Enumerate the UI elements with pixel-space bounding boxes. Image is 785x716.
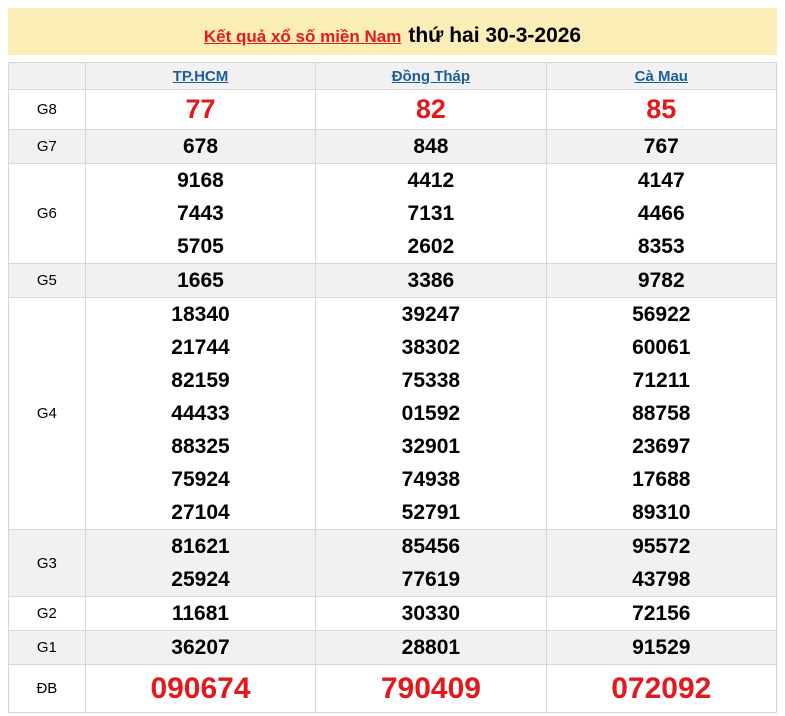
result-cell-g7-col2 <box>546 130 776 164</box>
result-cell-db-col0 <box>85 665 315 713</box>
result-number: 74938 <box>401 468 461 491</box>
result-number: 1665 <box>177 269 224 292</box>
result-number: 9782 <box>637 269 685 292</box>
prize-row-g8 <box>9 90 777 130</box>
result-number: 95572 <box>632 535 691 558</box>
result-number: 28801 <box>401 636 461 659</box>
result-cell-g6-col0 <box>85 164 315 264</box>
result-cell-g4-col1 <box>316 298 546 530</box>
prize-label-g3: G3 <box>9 530 86 597</box>
result-number: 7131 <box>407 202 455 225</box>
result-number: 790409 <box>380 672 481 705</box>
province-link-dong-thap[interactable]: Đồng Tháp <box>391 67 471 85</box>
result-cell-db-col2 <box>546 665 776 713</box>
prize-row-g7 <box>9 130 777 164</box>
result-number: 72156 <box>632 602 691 625</box>
result-number: 4466 <box>637 202 685 225</box>
result-cell-g5-col1 <box>316 264 546 298</box>
prize-row-g5 <box>9 264 777 298</box>
result-number: 77 <box>185 94 216 124</box>
result-number: 43798 <box>632 568 691 591</box>
result-number: 01592 <box>401 402 461 425</box>
result-number: 2602 <box>407 235 455 258</box>
result-number: 91529 <box>632 636 691 659</box>
column-header-dong-thap <box>316 63 546 90</box>
result-cell-g3-col1 <box>316 530 546 597</box>
prize-label-g1: G1 <box>9 631 86 665</box>
header-row <box>9 63 777 90</box>
result-number: 767 <box>643 135 679 158</box>
result-number: 88325 <box>171 435 230 458</box>
result-number: 4412 <box>407 169 455 192</box>
result-number: 77619 <box>401 568 461 591</box>
result-number: 8353 <box>637 235 685 258</box>
result-number: 82159 <box>171 369 230 392</box>
result-cell-g3-col0 <box>85 530 315 597</box>
result-cell-g6-col2 <box>546 164 776 264</box>
province-link-tphcm[interactable]: TP.HCM <box>172 67 229 85</box>
result-number: 3386 <box>407 269 455 292</box>
result-number: 85456 <box>401 535 461 558</box>
result-cell-g5-col0 <box>85 264 315 298</box>
result-number: 27104 <box>171 501 230 524</box>
result-cell-g1-col0 <box>85 631 315 665</box>
result-cell-g7-col0 <box>85 130 315 164</box>
result-number: 7443 <box>177 202 224 225</box>
prize-label-g6: G6 <box>9 164 86 264</box>
result-cell-db-col1 <box>316 665 546 713</box>
prize-row-g2 <box>9 597 777 631</box>
result-number: 44433 <box>171 402 230 425</box>
result-cell-g8-col1 <box>316 90 546 130</box>
prize-row-g4 <box>9 298 777 530</box>
result-number: 848 <box>413 135 449 158</box>
result-number: 75338 <box>401 369 461 392</box>
result-number: 21744 <box>171 336 230 359</box>
title-link[interactable]: Kết quả xổ số miền Nam <box>203 27 402 46</box>
result-cell-g5-col2 <box>546 264 776 298</box>
result-cell-g2-col1 <box>316 597 546 631</box>
result-cell-g4-col0 <box>85 298 315 530</box>
result-cell-g8-col0 <box>85 90 315 130</box>
result-number: 090674 <box>150 672 251 705</box>
prize-label-g4: G4 <box>9 298 86 530</box>
result-cell-g3-col2 <box>546 530 776 597</box>
result-banner <box>8 8 777 55</box>
result-number: 4147 <box>637 169 685 192</box>
result-cell-g4-col2 <box>546 298 776 530</box>
page-title <box>204 13 581 50</box>
prize-label-g2: G2 <box>9 597 86 631</box>
prize-row-db <box>9 665 777 713</box>
title-date: thứ hai 30-3-2026 <box>408 24 582 47</box>
prize-label-header <box>9 63 86 90</box>
prize-row-g3 <box>9 530 777 597</box>
result-number: 18340 <box>171 303 230 326</box>
column-header-tphcm <box>85 63 315 90</box>
column-header-ca-mau <box>546 63 776 90</box>
result-cell-g7-col1 <box>316 130 546 164</box>
result-number: 32901 <box>401 435 461 458</box>
result-number: 30330 <box>401 602 461 625</box>
result-cell-g1-col1 <box>316 631 546 665</box>
result-number: 36207 <box>171 636 230 659</box>
result-number: 11681 <box>171 602 230 625</box>
prize-label-g8: G8 <box>9 90 86 130</box>
result-cell-g6-col1 <box>316 164 546 264</box>
result-number: 678 <box>182 135 219 158</box>
result-number: 39247 <box>401 303 461 326</box>
province-link-ca-mau[interactable]: Cà Mau <box>634 67 688 85</box>
result-cell-g8-col2 <box>546 90 776 130</box>
prize-label-db: ĐB <box>9 665 86 713</box>
lottery-results-table <box>8 62 777 713</box>
result-number: 71211 <box>632 369 690 392</box>
result-number: 85 <box>646 94 677 124</box>
result-number: 17688 <box>632 468 691 491</box>
result-number: 9168 <box>177 169 224 192</box>
result-cell-g2-col2 <box>546 597 776 631</box>
result-number: 52791 <box>401 501 461 524</box>
result-number: 75924 <box>171 468 230 491</box>
result-number: 23697 <box>632 435 691 458</box>
prize-label-g5: G5 <box>9 264 86 298</box>
result-number: 81621 <box>171 535 230 558</box>
prize-row-g1 <box>9 631 777 665</box>
result-number: 5705 <box>177 235 224 258</box>
prize-row-g6 <box>9 164 777 264</box>
result-number: 56922 <box>632 303 691 326</box>
result-cell-g2-col0 <box>85 597 315 631</box>
result-number: 38302 <box>401 336 461 359</box>
result-number: 25924 <box>171 568 230 591</box>
prize-label-g7: G7 <box>9 130 86 164</box>
result-number: 60061 <box>632 336 691 359</box>
result-number: 072092 <box>611 672 712 705</box>
result-number: 88758 <box>632 402 691 425</box>
result-cell-g1-col2 <box>546 631 776 665</box>
results-tbody <box>9 90 777 713</box>
result-number: 89310 <box>632 501 691 524</box>
result-number: 82 <box>415 94 446 124</box>
